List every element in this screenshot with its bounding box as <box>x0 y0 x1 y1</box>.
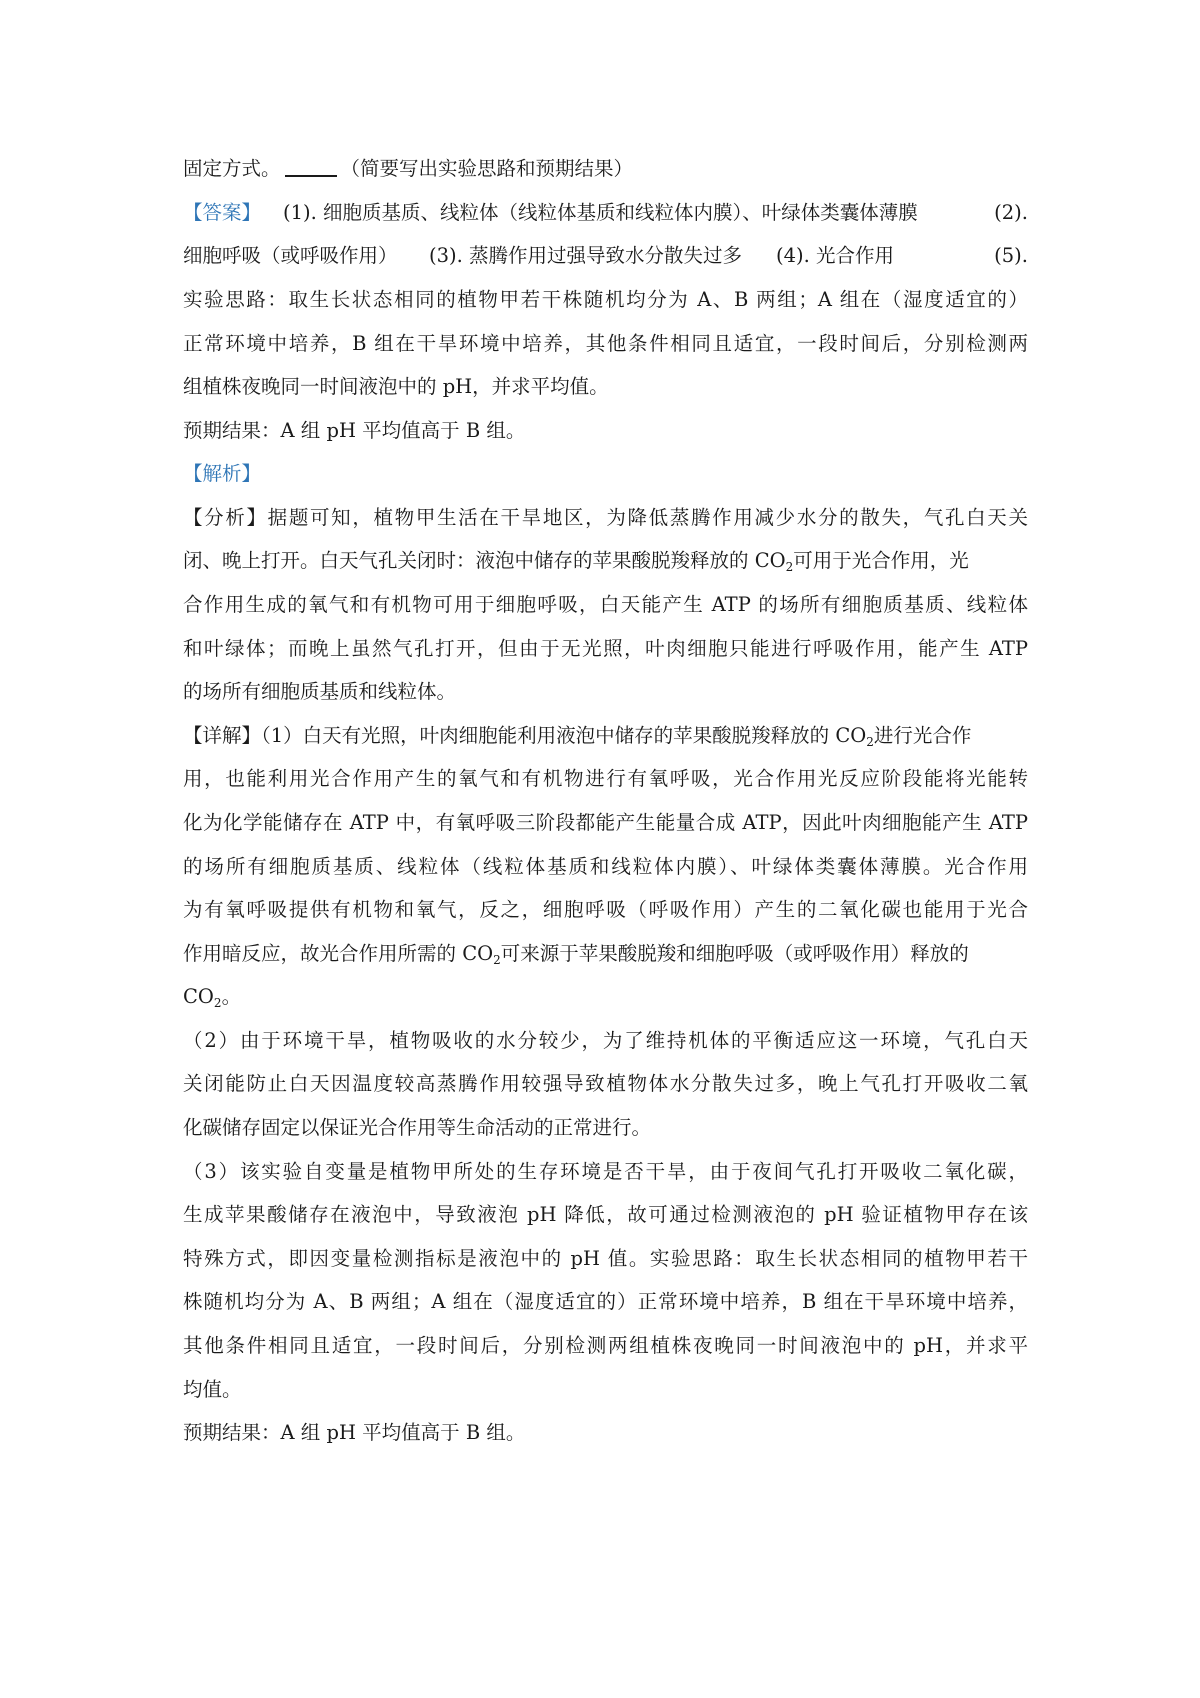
xiangjie-tag: 【详解】 <box>183 724 262 747</box>
text-line: 化为化学能储存在 ATP 中，有氧呼吸三阶段都能产生能量合成 ATP，因此叶肉细胞能产生 ATP <box>183 811 1028 834</box>
text-line: 合作用生成的氧气和有机物可用于细胞呼吸，白天能产生 ATP 的场所有细胞质基质、线粒体 <box>183 593 1028 616</box>
subscript: 2 <box>866 735 874 749</box>
text-line <box>183 721 1028 751</box>
subscript: 2 <box>213 996 222 1010</box>
text-line: 其他条件相同且适宜，一段时间后，分别检测两组植株夜晚同一时间液泡中的 pH，并求平 <box>183 1334 1028 1357</box>
text-line: （2）由于环境干旱，植物吸收的水分较少，为了维持机体的平衡适应这一环境，气孔白天 <box>183 1029 1028 1052</box>
text-line: 正常环境中培养，B 组在干旱环境中培养，其他条件相同且适宜，一段时间后，分别检测两 <box>183 332 1028 355</box>
answer-blank <box>285 157 337 177</box>
answer-item-3: (3). 蒸腾作用过强导致水分散失过多 <box>429 244 743 267</box>
text-line: 化碳储存固定以保证光合作用等生命活动的正常进行。 <box>183 1116 652 1139</box>
answer-line <box>183 198 1028 228</box>
text-line: 生成苹果酸储存在液泡中，导致液泡 pH 降低，故可通过检测液泡的 pH 验证植物甲存在该 <box>183 1203 1028 1226</box>
answer-item-4: (4). 光合作用 <box>776 244 895 267</box>
text-line <box>183 546 1028 576</box>
text-line: 均值。 <box>183 1378 242 1401</box>
text-line: 用，也能利用光合作用产生的氧气和有机物进行有氧呼吸，光合作用光反应阶段能将光能转 <box>183 767 1028 790</box>
text-line: 特殊方式，即因变量检测指标是液泡中的 pH 值。实验思路：取生长状态相同的植物甲若干 <box>183 1247 1028 1270</box>
text-span: 固定方式。 <box>183 157 281 180</box>
text-line: 为有氧呼吸提供有机物和氧气，反之，细胞呼吸（呼吸作用）产生的二氧化碳也能用于光合 <box>183 898 1028 921</box>
answer-item-2-number: (2). <box>994 201 1028 224</box>
text-span: （1）白天有光照，叶肉细胞能利用液泡中储存的苹果酸脱羧释放的 CO <box>261 724 867 747</box>
text-span: 可用于光合作用，光 <box>793 549 969 572</box>
subscript: 2 <box>785 560 794 574</box>
text-line: 和叶绿体；而晚上虽然气孔打开，但由于无光照，叶肉细胞只能进行呼吸作用，能产生 ATP <box>183 637 1028 660</box>
text-span: （简要写出实验思路和预期结果） <box>340 157 634 180</box>
text-line: （3）该实验自变量是植物甲所处的生存环境是否干旱，由于夜间气孔打开吸收二氧化碳， <box>183 1160 1028 1183</box>
text-line: 关闭能防止白天因温度较高蒸腾作用较强导致植物体水分散失过多，晚上气孔打开吸收二氧 <box>183 1072 1028 1095</box>
text-span: 进行光合作 <box>873 724 972 747</box>
text-line: 株随机均分为 A、B 两组；A 组在（湿度适宜的）正常环境中培养，B 组在干旱环境中培养， <box>183 1290 1028 1313</box>
analysis-tag: 【解析】 <box>183 462 262 485</box>
text-span: CO <box>183 985 214 1008</box>
text-line <box>183 503 1028 533</box>
text-line <box>183 939 1028 969</box>
answer-item-5-number: (5). <box>994 244 1028 267</box>
text-span: 可来源于苹果酸脱羧和细胞呼吸（或呼吸作用）释放的 <box>500 942 969 965</box>
fenxi-tag: 【分析】 <box>183 506 268 529</box>
text-span: 作用暗反应，故光合作用所需的 CO <box>183 942 494 965</box>
text-line: 的场所有细胞质基质和线粒体。 <box>183 680 457 703</box>
answer-item-2: 细胞呼吸（或呼吸作用） <box>183 244 398 267</box>
text-span: 据题可知，植物甲生活在干旱地区，为降低蒸腾作用减少水分的散失，气孔白天关 <box>267 506 1028 529</box>
text-span: 。 <box>221 985 242 1008</box>
subscript: 2 <box>493 953 501 967</box>
text-line: 预期结果：A 组 pH 平均值高于 B 组。 <box>183 419 526 442</box>
text-line: 预期结果：A 组 pH 平均值高于 B 组。 <box>183 1421 526 1444</box>
text-line: 的场所有细胞质基质、线粒体（线粒体基质和线粒体内膜）、叶绿体类囊体薄膜。光合作用 <box>183 855 1028 878</box>
answer-tag: 【答案】 <box>183 201 262 224</box>
text-line: 组植株夜晚同一时间液泡中的 pH，并求平均值。 <box>183 375 609 398</box>
text-line <box>183 982 1028 1012</box>
text-line: 实验思路：取生长状态相同的植物甲若干株随机均分为 A、B 两组；A 组在（湿度适宜的） <box>183 288 1028 311</box>
text-line <box>183 154 1028 184</box>
answer-item-1: (1). 细胞质基质、线粒体（线粒体基质和线粒体内膜）、叶绿体类囊体薄膜 <box>283 201 918 224</box>
text-span: 闭、晚上打开。白天气孔关闭时：液泡中储存的苹果酸脱羧释放的 CO <box>183 549 786 572</box>
